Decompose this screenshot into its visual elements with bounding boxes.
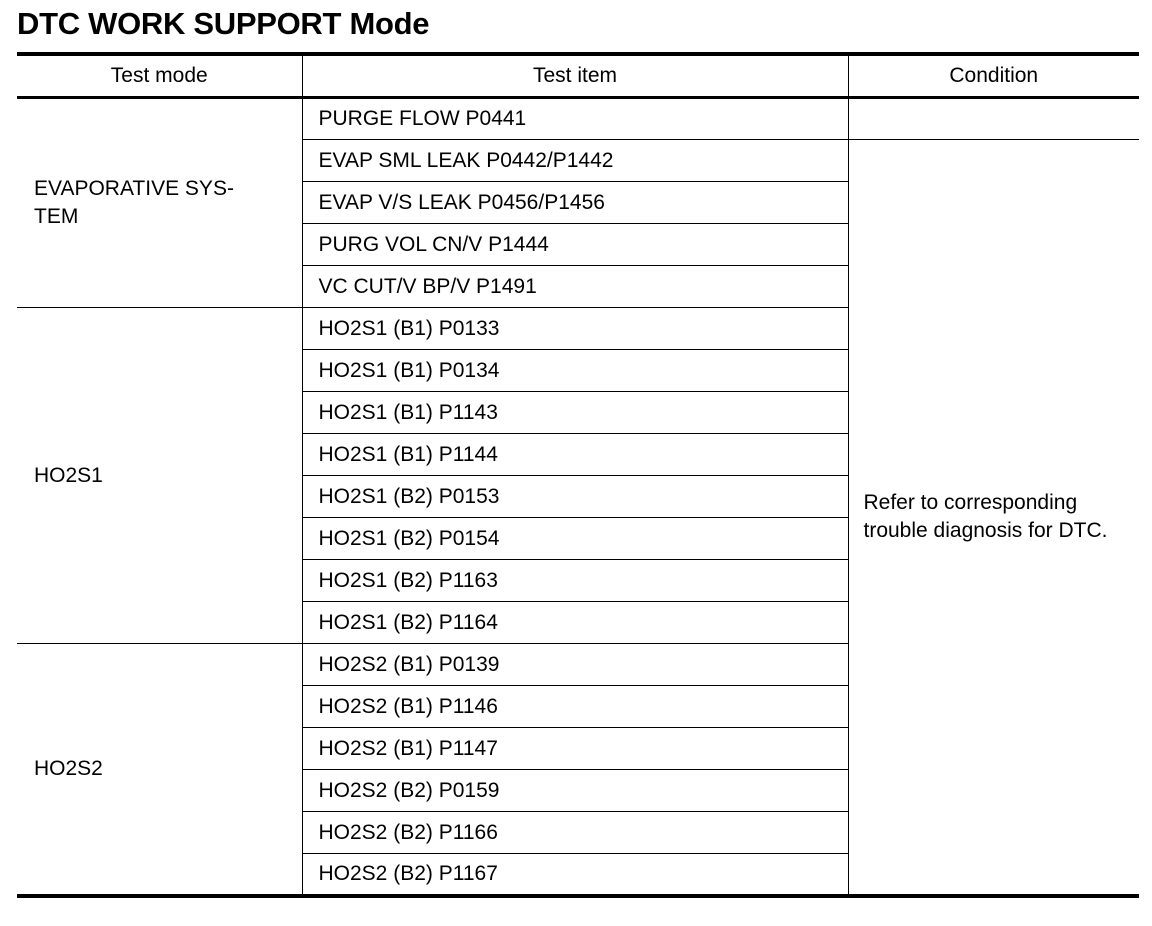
test-item-cell: HO2S1 (B1) P1143 [302,392,848,434]
test-item-cell: PURGE FLOW P0441 [302,98,848,140]
test-item-cell: HO2S2 (B2) P1166 [302,812,848,854]
test-item-cell: HO2S1 (B1) P1144 [302,434,848,476]
test-mode-cell: HO2S2 [17,644,302,896]
test-mode-cell: EVAPORATIVE SYS- TEM [17,98,302,308]
dtc-work-support-table-container [17,52,1139,898]
test-item-cell: HO2S2 (B1) P1146 [302,686,848,728]
table-header-row [17,54,1139,98]
test-item-cell: HO2S1 (B2) P1163 [302,560,848,602]
test-item-cell: HO2S2 (B1) P1147 [302,728,848,770]
test-item-cell: VC CUT/V BP/V P1491 [302,266,848,308]
dtc-work-support-table [17,52,1139,898]
condition-cell: Refer to corresponding trouble diagnosis for DTC. [848,140,1139,896]
test-item-cell: HO2S1 (B1) P0133 [302,308,848,350]
test-item-cell: HO2S2 (B2) P0159 [302,770,848,812]
test-item-cell: EVAP SML LEAK P0442/P1442 [302,140,848,182]
condition-cell-blank [848,98,1139,140]
header-condition: Condition [848,54,1139,98]
test-item-cell: HO2S1 (B2) P1164 [302,602,848,644]
test-item-cell: HO2S1 (B1) P0134 [302,350,848,392]
table-row [17,98,1139,140]
test-item-cell: EVAP V/S LEAK P0456/P1456 [302,182,848,224]
test-item-cell: PURG VOL CN/V P1444 [302,224,848,266]
test-mode-cell: HO2S1 [17,308,302,644]
test-item-cell: HO2S1 (B2) P0153 [302,476,848,518]
test-item-cell: HO2S1 (B2) P0154 [302,518,848,560]
header-test-mode: Test mode [17,54,302,98]
test-item-cell: HO2S2 (B1) P0139 [302,644,848,686]
header-test-item: Test item [302,54,848,98]
page-title: DTC WORK SUPPORT Mode [17,6,430,41]
table-body [17,98,1139,896]
test-item-cell: HO2S2 (B2) P1167 [302,854,848,896]
